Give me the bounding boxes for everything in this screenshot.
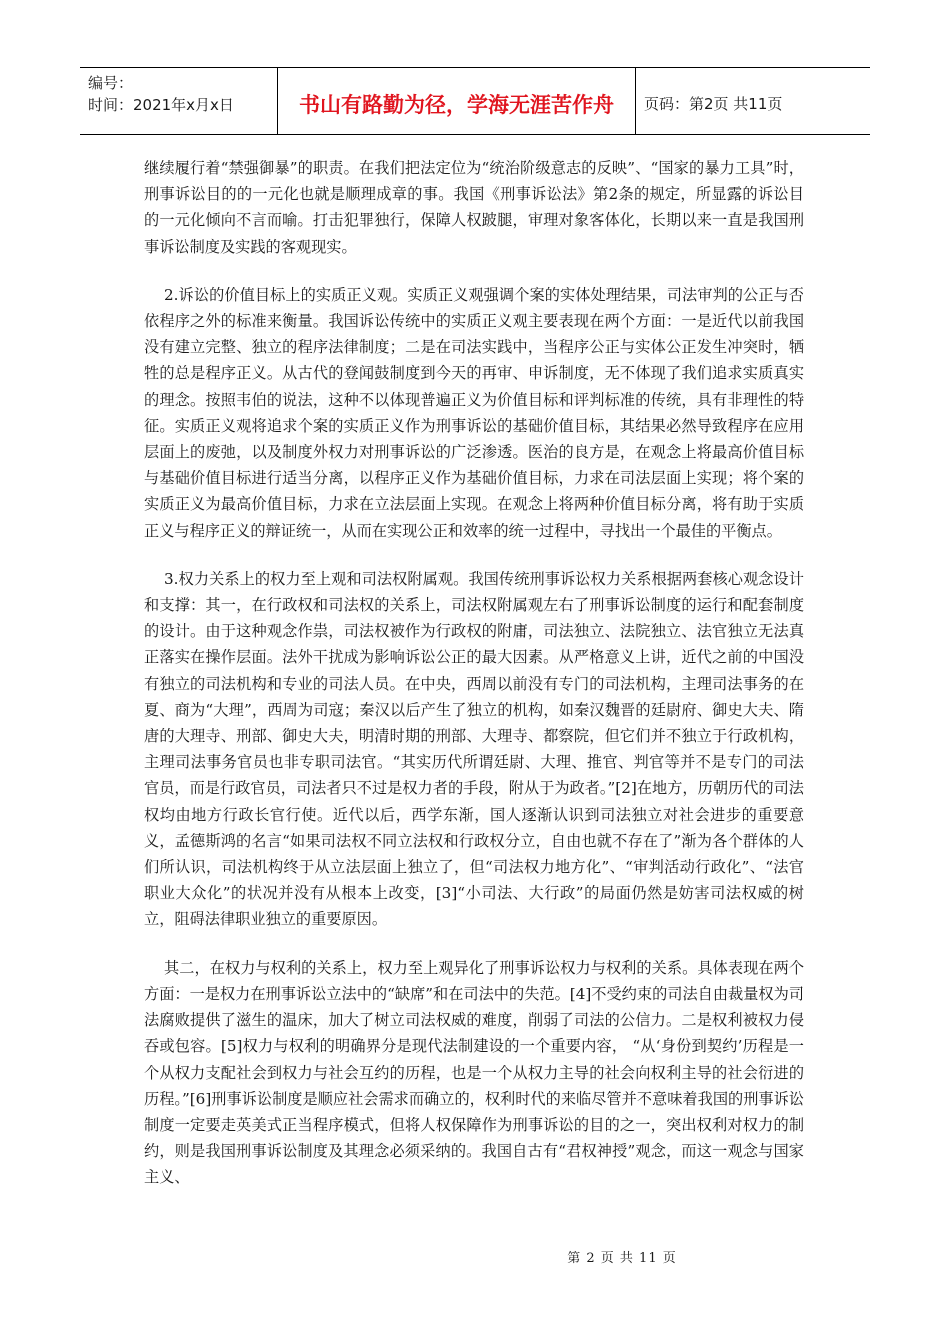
paragraph-4: 其二，在权力与权利的关系上，权力至上观异化了刑事诉讼权力与权利的关系。具体表现在两个方面：一是权力在刑事诉讼立法中的“缺席”和在司法中的失范。[4]不受约束的司法自由裁量权为司法腐败提供了滋生的温床，加大了树立司法权威的难度，削弱了司法的公信力。二是权利被权力侵吞或包容。[5]权力与权利的明确界分是现代法制建设的一个重要内容， “从‘身份到契约’历程是一个从权力支配社会到权力与社会互约的历程，也是一个从权力主导的社会向权利主导的社会衍进的历程。”[6]刑事诉讼制度是顺应社会需求而确立的，权利时代的来临尽管并不意味着我国的刑事诉讼制度一定要走英美式正当程序模式，但将人权保障作为刑事诉讼的目的之一，突出权利对权力的制约，则是我国刑事诉讼制度及其理念必须采纳的。我国自古有“君权神授”观念，而这一观念与国家主义、 — [144, 958, 804, 1187]
paragraph-3: 3.权力关系上的权力至上观和司法权附属观。我国传统刑事诉讼权力关系根据两套核心观念设计和支撑：其一，在行政权和司法权的关系上，司法权附属观左右了刑事诉讼制度的运行和配套制度的设计。由于这种观念作祟，司法权被作为行政权的附庸，司法独立、法院独立、法官独立无法真正落实在操作层面。法外干扰成为影响诉讼公正的最大因素。从严格意义上讲，近代之前的中国没有独立的司法机构和专业的司法人员。在中央，西周以前没有专门的司法机构，主理司法事务的在夏、商为“大理”，西周为司寇；秦汉以后产生了独立的机构，如秦汉魏晋的廷尉府、御史大夫、隋唐的大理寺、刑部、御史大夫，明清时期的刑部、大理寺、都察院，但它们并不独立于行政机构，主理司法事务官员也非专职司法官。“其实历代所谓廷尉、大理、推官、判官等并不是专门的司法官员，而是行政官员，司法者只不过是权力者的手段，附从于为政者。”[2]在地方，历朝历代的司法权均由地方行政长官行使。近代以后，西学东渐，国人逐渐认识到司法独立对社会进步的重要意义，孟德斯鸿的名言“如果司法权不同立法权和行政权分立，自由也就不存在了”渐为各个群体的人们所认识，司法机构终于从立法层面上独立了，但“司法权力地方化”、“审判活动行政化”、“法官职业大众化”的状况并没有从根本上改变，[3]“小司法、大行政”的局面仍然是妨害司法权威的树立，阻碍法律职业独立的重要原因。 — [144, 569, 804, 929]
page-header — [80, 67, 870, 135]
header-motto: 书山有路勤为径，学海无涯苦作舟 — [278, 68, 636, 134]
page-footer: 第 2 页 共 11 页 — [567, 1251, 677, 1266]
header-meta — [80, 68, 278, 134]
paragraph-2: 2.诉讼的价值目标上的实质正义观。实质正义观强调个案的实体处理结果，司法审判的公正与否依程序之外的标准来衡量。我国诉讼传统中的实质正义观主要表现在两个方面：一是近代以前我国没有建立完整、独立的程序法律制度；二是在司法实践中，当程序公正与实体公正发生冲突时，牺牲的总是程序正义。从古代的登闻鼓制度到今天的再审、申诉制度，无不体现了我们追求实质真实的理念。按照韦伯的说法，这种不以体现普遍正义为价值目标和评判标准的传统，具有非理性的特征。实质正义观将追求个案的实质正义作为刑事诉讼的基础价值目标，其结果必然导致程序在应用层面上的废弛，以及制度外权力对刑事诉讼的广泛渗透。医治的良方是，在观念上将最高价值目标与基础价值目标进行适当分离，以程序正义作为基础价值目标，力求在司法层面上实现；将个案的实质正义为最高价值目标，力求在立法层面上实现。在观念上将两种价值目标分离，将有助于实质正义与程序正义的辩证统一，从而在实现公正和效率的统一过程中，寻找出一个最佳的平衡点。 — [144, 285, 804, 540]
number-label: 编号： — [88, 74, 134, 92]
header-page-info: 页码：第2页 共11页 — [644, 94, 783, 113]
time-label: 时间：2021年x月x日 — [88, 96, 234, 114]
paragraph-1: 继续履行着“禁强御暴”的职责。在我们把法定位为“统治阶级意志的反映”、“国家的暴力工具”时，刑事诉讼目的的一元化也就是顺理成章的事。我国《刑事诉讼法》第2条的规定，所显露的诉讼目的一元化倾向不言而喻。打击犯罪独行，保障人权跛腿，审理对象客体化，长期以来一直是我国刑事诉讼制度及实践的客观现实。 — [144, 159, 804, 256]
document-body — [144, 155, 804, 1213]
